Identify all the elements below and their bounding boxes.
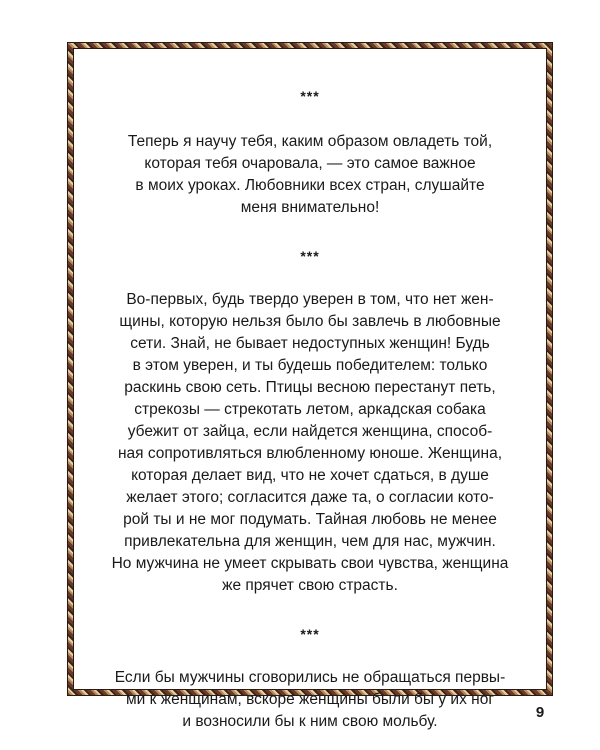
page-number: 9 xyxy=(535,704,545,721)
paragraph-line: убежит от зайца, если найдется женщина, способ- xyxy=(127,423,493,440)
paragraph-line: щины, которую нельзя было бы завлечь в любовные xyxy=(119,313,501,330)
paragraph-line: ная сопротивляться влюбленному юноше. Женщина, xyxy=(117,445,503,462)
paragraph-line: привлекательна для женщин, чем для нас, мужчин. xyxy=(124,533,496,550)
section-separator: *** xyxy=(300,248,320,264)
section-separator: *** xyxy=(300,626,320,642)
paragraph-line: раскинь свою сеть. Птицы весною перестанут петь, xyxy=(124,379,496,396)
paragraph-line: рой ты и не мог подумать. Тайная любовь не менее xyxy=(123,511,497,528)
paragraph-line: ми к женщинам, вскоре женщины были бы у их ног xyxy=(126,691,494,708)
paragraph-line: которая делает вид, что не хочет сдаться, в душе xyxy=(131,467,489,484)
paragraph-line: в моих уроках. Любовники всех стран, слушайте xyxy=(135,177,485,194)
paragraph-line: желает этого; согласится даже та, о согласии кото- xyxy=(126,489,494,506)
paragraph-line: Теперь я научу тебя, каким образом овладеть той, xyxy=(127,133,493,150)
paragraph-line: в этом уверен, и ты будешь победителем: только xyxy=(132,357,488,374)
paragraph-line: же прячет свою страсть. xyxy=(222,577,398,594)
text-block xyxy=(88,85,532,733)
paragraph-line: Если бы мужчины сговорились не обращаться первы- xyxy=(114,669,506,686)
paragraph-2 xyxy=(88,289,532,597)
paragraph-1 xyxy=(88,131,532,219)
decorative-page-border xyxy=(67,42,553,730)
paragraph-3 xyxy=(88,667,532,733)
paragraph-line: стрекозы — стрекотать летом, аркадская собака xyxy=(134,401,486,418)
paragraph-line: меня внимательно! xyxy=(240,199,380,216)
paragraph-line: которая тебя очаровала, — это самое важное xyxy=(144,155,476,172)
paragraph-line: и возносили бы к ним свою мольбу. xyxy=(182,713,438,730)
paragraph-line: сети. Знай, не бывает недоступных женщин! Будь xyxy=(130,335,490,352)
paragraph-line: Но мужчина не умеет скрывать свои чувства, женщина xyxy=(111,555,509,572)
section-separator: *** xyxy=(300,88,320,104)
page-content-area xyxy=(74,49,546,730)
paragraph-line: Во-первых, будь твердо уверен в том, что нет жен- xyxy=(126,291,494,308)
